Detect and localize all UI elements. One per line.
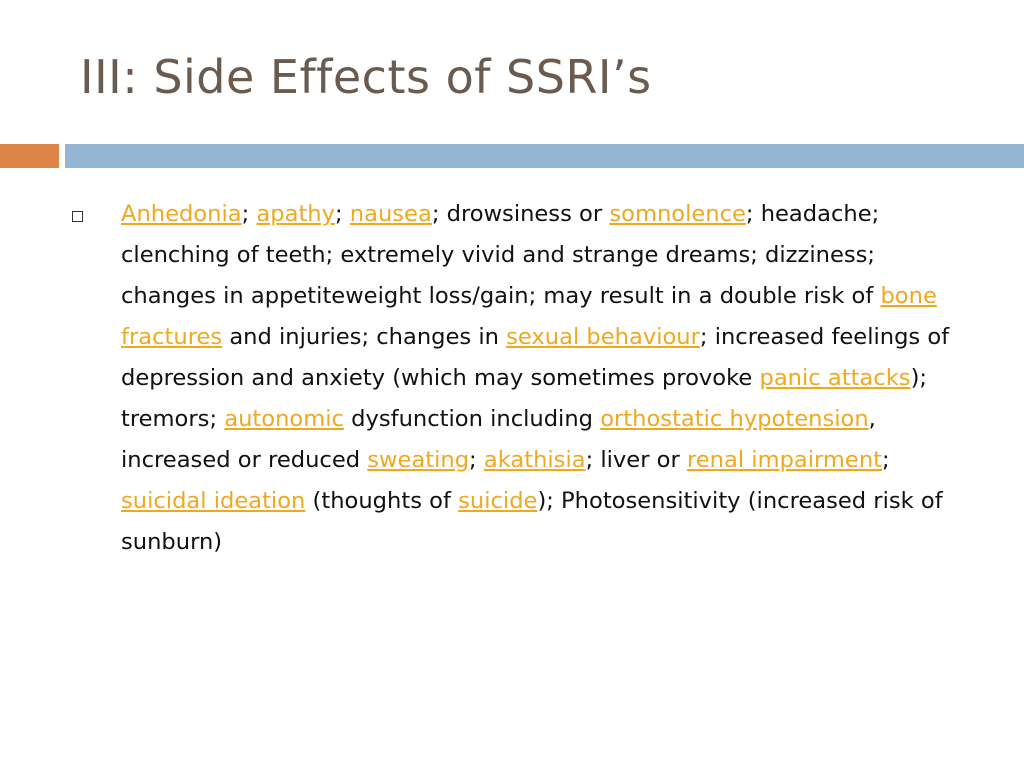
- link-sweating[interactable]: sweating: [367, 447, 470, 473]
- text-run: ; liver or: [585, 447, 687, 473]
- text-run: ); Photosensitivity (increased risk of sunburn): [121, 488, 943, 555]
- link-apathy[interactable]: apathy: [256, 201, 335, 227]
- slide-title: III: Side Effects of SSRI’s: [80, 50, 652, 104]
- link-akathisia[interactable]: akathisia: [483, 447, 586, 473]
- text-run: and injuries; changes in: [222, 324, 507, 350]
- link-autonomic[interactable]: autonomic: [224, 406, 344, 432]
- link-somnolence[interactable]: somnolence: [609, 201, 746, 227]
- hollow-square-bullet-icon: [72, 211, 83, 222]
- slide-content: [72, 194, 972, 563]
- link-orthostatic-hypotension[interactable]: orthostatic hypotension: [600, 406, 869, 432]
- text-run: ; increased feelings of depression and anxiety (which may sometimes provoke: [121, 324, 950, 391]
- text-run: ;: [241, 201, 257, 227]
- text-run: ; headache; clenching of teeth; extremely vivid and strange dreams; dizziness; changes in appetiteweight loss/gain; may result in a double risk of: [121, 201, 881, 309]
- text-run: ); tremors;: [121, 365, 927, 432]
- bullet-item: [72, 194, 972, 563]
- text-run: ; drowsiness or: [431, 201, 610, 227]
- text-run: ;: [335, 201, 350, 227]
- link-suicidal-ideation[interactable]: suicidal ideation: [121, 488, 306, 514]
- accent-bar-orange: [0, 144, 59, 168]
- text-run: ;: [882, 447, 890, 473]
- accent-bar-blue: [65, 144, 1024, 168]
- link-bone-fractures[interactable]: bone fractures: [121, 283, 937, 350]
- link-panic-attacks[interactable]: panic attacks: [759, 365, 911, 391]
- text-run: dysfunction including: [343, 406, 601, 432]
- link-sexual-behaviour[interactable]: sexual behaviour: [506, 324, 700, 350]
- link-nausea[interactable]: nausea: [349, 201, 432, 227]
- link-anhedonia[interactable]: Anhedonia: [121, 201, 242, 227]
- link-renal-impairment[interactable]: renal impairment: [686, 447, 883, 473]
- link-suicide[interactable]: suicide: [458, 488, 538, 514]
- text-run: , increased or reduced: [121, 406, 876, 473]
- text-run: (thoughts of: [305, 488, 459, 514]
- bullet-text: [121, 194, 971, 563]
- text-run: ;: [469, 447, 484, 473]
